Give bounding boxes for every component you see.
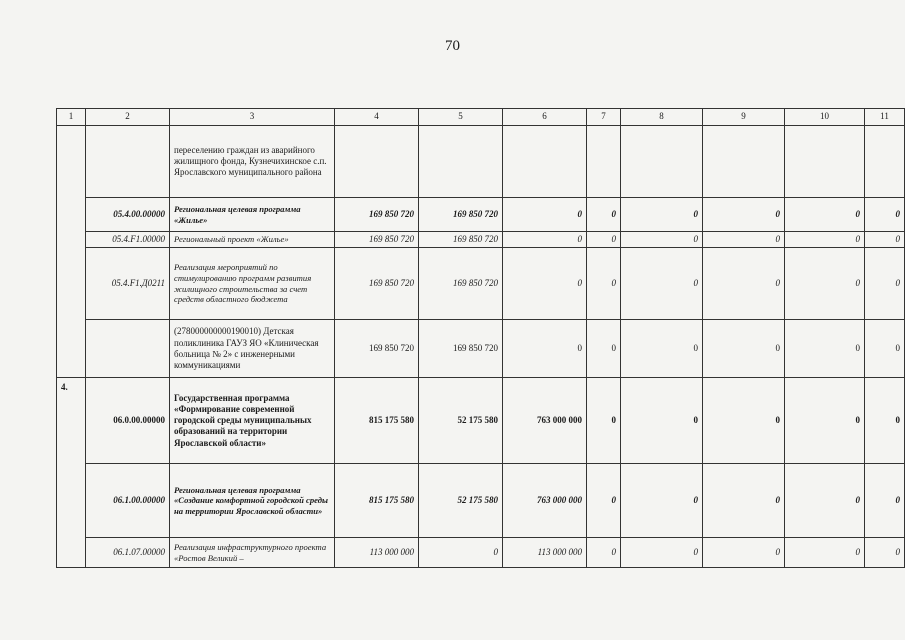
cell-col5 [419, 126, 503, 198]
cell-col11: 0 [865, 538, 905, 568]
cell-col9: 0 [703, 378, 785, 464]
table-row [57, 378, 905, 464]
cell-col10: 0 [785, 538, 865, 568]
row-description: Реализация инфраструктурного проекта «Ростов Великий – [170, 538, 335, 568]
cell-col4 [335, 126, 419, 198]
row-code: 05.4.F1.Д0211 [86, 248, 170, 320]
row-description: Региональная целевая программа «Создание комфортной городской среды на территории Ярославской области» [170, 464, 335, 538]
cell-col6: 763 000 000 [503, 464, 587, 538]
cell-col7: 0 [587, 232, 621, 248]
cell-col8: 0 [621, 198, 703, 232]
cell-col4: 169 850 720 [335, 198, 419, 232]
cell-col9: 0 [703, 538, 785, 568]
table-header-row [57, 109, 905, 126]
page-number: 70 [445, 38, 460, 54]
cell-col7: 0 [587, 198, 621, 232]
cell-col10: 0 [785, 232, 865, 248]
budget-table [56, 108, 905, 568]
row-description: (278000000000190010) Детская поликлиника ГАУЗ ЯО «Клиническая больница № 2» с инженерными коммуникациями [170, 320, 335, 378]
table-row [57, 248, 905, 320]
table-row [57, 538, 905, 568]
cell-col8: 0 [621, 248, 703, 320]
row-code [86, 320, 170, 378]
cell-col4: 169 850 720 [335, 320, 419, 378]
cell-col8 [621, 126, 703, 198]
cell-col4: 815 175 580 [335, 378, 419, 464]
header-cell: 10 [785, 109, 865, 126]
cell-col6: 0 [503, 248, 587, 320]
row-code: 06.1.07.00000 [86, 538, 170, 568]
cell-col7: 0 [587, 538, 621, 568]
cell-col10: 0 [785, 198, 865, 232]
cell-col5: 0 [419, 538, 503, 568]
cell-col11: 0 [865, 232, 905, 248]
cell-col9: 0 [703, 248, 785, 320]
cell-col10: 0 [785, 248, 865, 320]
cell-col8: 0 [621, 232, 703, 248]
cell-col7 [587, 126, 621, 198]
table-row [57, 232, 905, 248]
table-row [57, 198, 905, 232]
cell-col9: 0 [703, 320, 785, 378]
header-cell: 6 [503, 109, 587, 126]
cell-col8: 0 [621, 538, 703, 568]
cell-col7: 0 [587, 378, 621, 464]
row-index [57, 126, 86, 378]
cell-col6: 0 [503, 320, 587, 378]
header-cell: 2 [86, 109, 170, 126]
row-code: 06.1.00.00000 [86, 464, 170, 538]
row-description: Региональная целевая программа «Жилье» [170, 198, 335, 232]
cell-col6 [503, 126, 587, 198]
row-code: 05.4.F1.00000 [86, 232, 170, 248]
cell-col11 [865, 126, 905, 198]
cell-col5: 169 850 720 [419, 248, 503, 320]
cell-col7: 0 [587, 320, 621, 378]
cell-col5: 169 850 720 [419, 198, 503, 232]
cell-col11: 0 [865, 464, 905, 538]
row-description: Реализация мероприятий по стимулированию программ развития жилищного строительства за счет средств областного бюджета [170, 248, 335, 320]
header-cell: 1 [57, 109, 86, 126]
cell-col6: 763 000 000 [503, 378, 587, 464]
cell-col5: 169 850 720 [419, 320, 503, 378]
row-description: переселению граждан из аварийного жилищного фонда, Кузнечихинское с.п. Ярославского муниципального района [170, 126, 335, 198]
cell-col10: 0 [785, 464, 865, 538]
cell-col8: 0 [621, 378, 703, 464]
cell-col4: 169 850 720 [335, 248, 419, 320]
row-code: 05.4.00.00000 [86, 198, 170, 232]
row-code: 06.0.00.00000 [86, 378, 170, 464]
cell-col11: 0 [865, 248, 905, 320]
cell-col11: 0 [865, 320, 905, 378]
cell-col8: 0 [621, 464, 703, 538]
cell-col7: 0 [587, 464, 621, 538]
cell-col4: 113 000 000 [335, 538, 419, 568]
table-row [57, 464, 905, 538]
cell-col6: 0 [503, 198, 587, 232]
header-cell: 8 [621, 109, 703, 126]
header-cell: 3 [170, 109, 335, 126]
header-cell: 7 [587, 109, 621, 126]
table-row [57, 320, 905, 378]
cell-col5: 52 175 580 [419, 464, 503, 538]
cell-col8: 0 [621, 320, 703, 378]
cell-col4: 815 175 580 [335, 464, 419, 538]
row-code [86, 126, 170, 198]
row-description: Региональный проект «Жилье» [170, 232, 335, 248]
cell-col9: 0 [703, 198, 785, 232]
table-row [57, 126, 905, 198]
cell-col6: 0 [503, 232, 587, 248]
header-cell: 5 [419, 109, 503, 126]
cell-col5: 52 175 580 [419, 378, 503, 464]
cell-col9: 0 [703, 464, 785, 538]
cell-col9: 0 [703, 232, 785, 248]
cell-col7: 0 [587, 248, 621, 320]
row-description: Государственная программа «Формирование современной городской среды муниципальных образований на территории Ярославской области» [170, 378, 335, 464]
cell-col10 [785, 126, 865, 198]
cell-col11: 0 [865, 198, 905, 232]
cell-col4: 169 850 720 [335, 232, 419, 248]
header-cell: 4 [335, 109, 419, 126]
cell-col11: 0 [865, 378, 905, 464]
cell-col5: 169 850 720 [419, 232, 503, 248]
header-cell: 11 [865, 109, 905, 126]
cell-col10: 0 [785, 378, 865, 464]
row-index: 4. [57, 378, 86, 568]
header-cell: 9 [703, 109, 785, 126]
cell-col9 [703, 126, 785, 198]
cell-col10: 0 [785, 320, 865, 378]
cell-col6: 113 000 000 [503, 538, 587, 568]
